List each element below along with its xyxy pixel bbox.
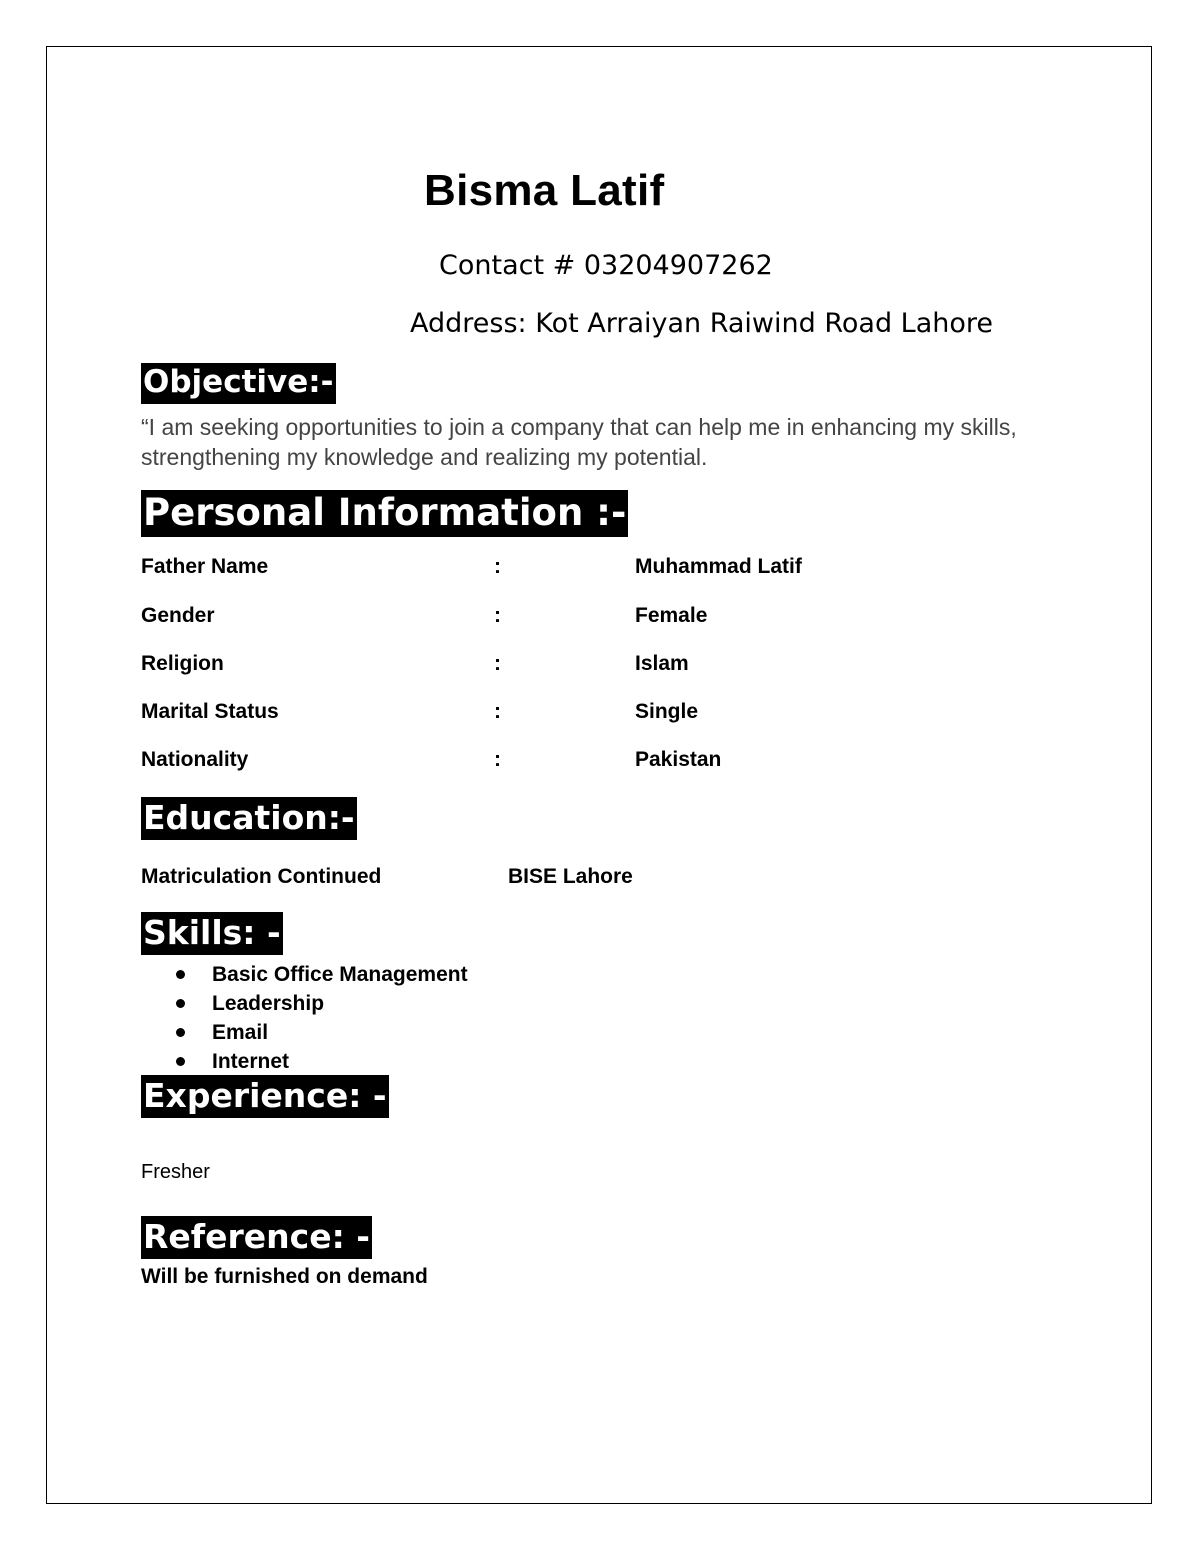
education-board: BISE Lahore <box>508 865 633 888</box>
info-value: Pakistan <box>635 748 722 771</box>
experience-heading: Experience: - <box>141 1075 389 1118</box>
info-colon: : <box>494 604 501 627</box>
bullet-icon <box>176 999 185 1008</box>
skill-item <box>141 960 468 989</box>
info-value: Islam <box>635 652 689 675</box>
experience-text: Fresher <box>141 1161 210 1183</box>
info-value: Female <box>635 604 708 627</box>
reference-heading: Reference: - <box>141 1216 372 1259</box>
info-colon: : <box>494 652 501 675</box>
education-degree: Matriculation Continued <box>141 865 382 888</box>
skill-label: Leadership <box>212 992 325 1015</box>
bullet-icon <box>176 1028 185 1037</box>
info-label: Marital Status <box>141 700 279 723</box>
info-label: Father Name <box>141 555 269 578</box>
objective-heading: Objective:- <box>141 363 336 404</box>
personal-info-heading: Personal Information :- <box>141 490 628 537</box>
education-heading: Education:- <box>141 797 357 840</box>
skills-heading: Skills: - <box>141 912 283 955</box>
bullet-icon <box>176 1057 185 1066</box>
skills-list <box>141 960 468 1076</box>
skill-item <box>141 1047 468 1076</box>
bullet-icon <box>176 970 185 979</box>
skill-item <box>141 989 468 1018</box>
info-label: Gender <box>141 604 215 627</box>
skill-label: Basic Office Management <box>212 963 468 986</box>
info-value: Muhammad Latif <box>635 555 802 578</box>
info-value: Single <box>635 700 699 723</box>
info-colon: : <box>494 748 501 771</box>
info-colon: : <box>494 700 501 723</box>
skill-label: Email <box>212 1021 269 1044</box>
reference-text: Will be furnished on demand <box>141 1265 428 1288</box>
skill-label: Internet <box>212 1050 290 1073</box>
info-colon: : <box>494 555 501 578</box>
info-label: Religion <box>141 652 224 675</box>
objective-text: “I am seeking opportunities to join a company that can help me in enhancing my skills, strengthening my knowledge and realizing my potential. <box>141 414 1017 470</box>
address: Address: Kot Arraiyan Raiwind Road Lahore <box>410 308 994 339</box>
skill-item <box>141 1018 468 1047</box>
contact-number: Contact # 03204907262 <box>439 250 773 281</box>
candidate-name: Bisma Latif <box>424 166 665 215</box>
info-label: Nationality <box>141 748 249 771</box>
